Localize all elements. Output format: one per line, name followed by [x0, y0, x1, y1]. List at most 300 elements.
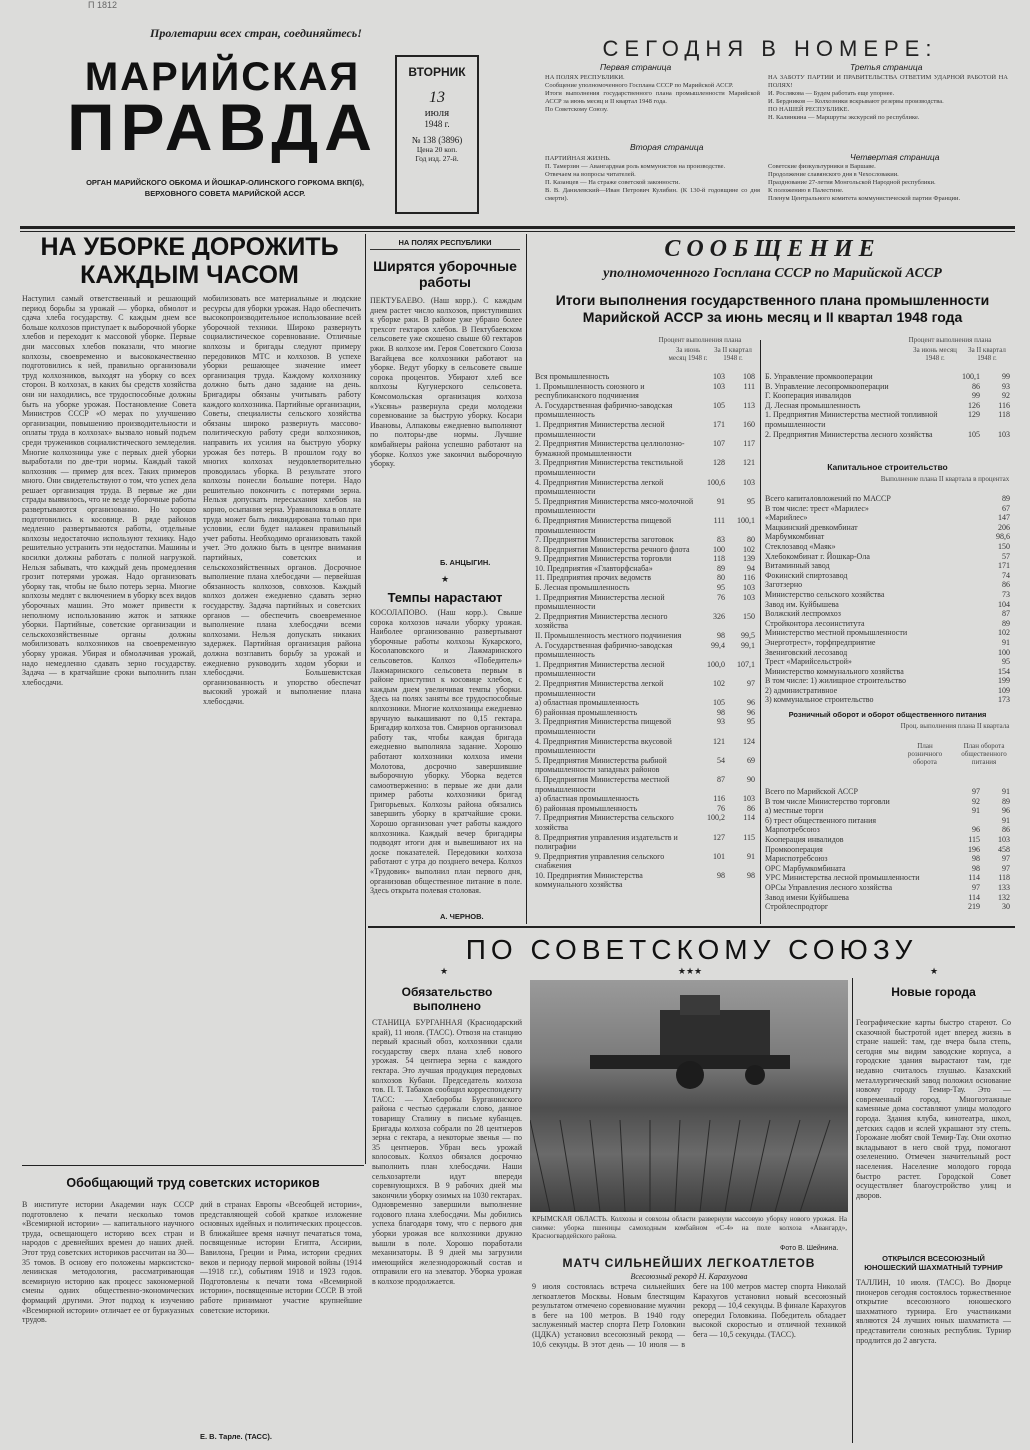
industry-name: 9. Предприятия Министерства торговли — [535, 554, 672, 564]
capital-row — [765, 523, 1010, 533]
industry-right-value-a: 129 — [968, 410, 980, 420]
industry-value-a: 103 — [713, 381, 725, 391]
capital-value-b: 171 — [998, 561, 1010, 571]
industry-row — [535, 794, 755, 804]
capital-name: В том числе: 1) жилищное строительство — [765, 676, 906, 686]
industry-value-b: 116 — [743, 573, 755, 583]
capital-name: Марбумкомбинат — [765, 532, 825, 542]
industry-value-a: 89 — [717, 563, 725, 573]
trade-row — [765, 797, 1010, 807]
industry-value-a: 100 — [713, 544, 725, 554]
industry-row — [535, 852, 755, 871]
industry-value-a: 99,4 — [711, 640, 725, 650]
industry-name: а) областная промышленность — [535, 794, 639, 804]
industry-row — [535, 804, 755, 814]
capital-row — [765, 638, 1010, 648]
trade-name: б) трест общественного питания — [765, 815, 877, 825]
industry-right-value-a: 100,1 — [962, 372, 980, 381]
trade-name: Марпотребсоюз — [765, 825, 820, 835]
gosplan-col-q2-right: За II квартал 1948 г. — [968, 346, 1006, 362]
industry-value-b: 100,1 — [737, 515, 755, 525]
industry-value-b: 97 — [747, 679, 755, 688]
industry-value-b: 99,5 — [741, 631, 755, 641]
trade-name: а) местные торги — [765, 806, 824, 816]
capital-name: Фокинский спиртозавод — [765, 570, 848, 580]
trade-name: Мариспотребсоюз — [765, 854, 828, 864]
capital-name: Трест «Марийсельстрой» — [765, 657, 852, 667]
industry-row — [535, 458, 755, 477]
industry-name: 3. Предприятия Министерства текстильной промышленности — [535, 458, 684, 477]
historians-col2: дий в странах Европы «Всеобщей истории», представляющей собой краткое изложение основных идейных и политических процессов. В ближайшее время начнут печататься тома, посвященные истории Египта, Ассирии, Вавилона, Греции и Рима, истории средних веков и периоду первой мировой войны (1914—1918 г.г.), событиям 1918 и 1923 годов. Подготовлены к печати тома «Всемирной истории», посвященные истории СССР. В этой работе принимают участие крупнейшие советские историки. — [200, 1200, 362, 1315]
industry-value-b: 124 — [743, 736, 755, 746]
trade-value-b: 30 — [1002, 902, 1010, 912]
trade-name: Кооперация инвалидов — [765, 834, 844, 844]
masthead-title-1: МАРИЙСКАЯ — [84, 55, 361, 99]
masthead-organ: ОРГАН МАРИЙСКОГО ОБКОМА И ЙОШКАР-ОЛИНСКОГО ГОРКОМА ВКП(б), ВЕРХОВНОГО СОВЕТА МАРИЙСКОЙ АССР. — [86, 178, 364, 198]
industry-value-a: 100,2 — [707, 813, 725, 823]
industry-right-row — [765, 382, 1010, 392]
capital-row — [765, 513, 1010, 523]
capital-name: 3) коммунальное строительство — [765, 695, 874, 705]
industry-right-row — [765, 372, 1010, 382]
column-rule-3 — [760, 340, 761, 924]
trade-value-a: 96 — [972, 825, 980, 835]
industry-value-b: 102 — [743, 544, 755, 554]
industry-value-b: 103 — [743, 794, 755, 804]
industry-value-b: 117 — [743, 439, 755, 449]
capital-name: 2) административное — [765, 685, 838, 695]
trade-value-a: 114 — [968, 873, 980, 883]
today-heading: СЕГОДНЯ В НОМЕРЕ: — [602, 36, 938, 61]
industry-value-b: 96 — [747, 698, 755, 708]
trade-name: В том числе Министерство торговли — [765, 796, 890, 806]
star-divider: ★ — [440, 574, 450, 584]
industry-value-b: 139 — [743, 554, 755, 564]
industry-right-value-b: 118 — [998, 410, 1010, 420]
industry-row — [535, 708, 755, 718]
industry-value-a: 107 — [713, 439, 725, 449]
issue-month: июля — [424, 107, 450, 119]
industry-name: 5. Предприятия Министерства рыбной промышленности западных районов — [535, 755, 667, 775]
industry-value-b: 115 — [743, 832, 755, 842]
industry-value-b: 98 — [747, 870, 755, 880]
capital-name: Всего капиталовложений по МАССР — [765, 494, 891, 503]
gosplan-heading: Итоги выполнения государственного плана промышленности Марийской АССР за июнь месяц и II квартал 1948 года — [555, 292, 990, 325]
industry-value-a: 98 — [717, 707, 725, 717]
capital-row — [765, 561, 1010, 571]
today-col1: НА ПОЛЯХ РЕСПУБЛИКИ. Сообщение уполномоченного Госплана СССР по Марийской АССР. Итоги выполнения государственного плана промышленности Марийской АССР за июнь месяц и II квартал 1948 года. По Советскому Союзу. — [545, 74, 760, 113]
capital-value-b: 100 — [998, 647, 1010, 657]
trade-value-a: 98 — [972, 854, 980, 864]
combine-harvester-photo — [530, 980, 848, 1212]
trade-value-b: 103 — [998, 834, 1010, 844]
industry-right-name: Д. Лесная промышленность — [765, 400, 861, 410]
today-col2: ПАРТИЙНАЯ ЖИЗНЬ. П. Тамерзин — Авангардная роль коммунистов на производстве. Отвечаем на вопросы читателей. П. Казанцев — На страже советской законности. В. В. Данилевский—Иван Петрович Кулибин. (К 130-й годовщине со дня смерти). — [545, 155, 760, 202]
industry-name: 4. Предприятия Министерства легкой промышленности — [535, 477, 664, 497]
industry-value-b: 69 — [747, 755, 755, 765]
trade-value-a: 219 — [968, 902, 980, 912]
industry-value-b: 90 — [747, 774, 755, 784]
industry-name: 3. Предприятия Министерства пищевой промышленности — [535, 717, 672, 736]
industry-right-row — [765, 391, 1010, 401]
capital-value-b: 89 — [1002, 618, 1010, 628]
industry-name: 2. Предприятия Министерства легкой промышленности — [535, 679, 664, 698]
capital-name: Завод им. Куйбышева — [765, 599, 839, 609]
industry-value-a: 83 — [717, 535, 725, 545]
capital-row — [765, 494, 1010, 504]
trade-name: УРС Министерства лесной промышленности — [765, 873, 920, 883]
capital-name: Хлебокомбинат г. Йошкар-Ола — [765, 551, 870, 561]
industry-row — [535, 420, 755, 439]
issue-price: Цена 20 коп. — [416, 145, 458, 154]
trade-note: Проц. выполнения плана II квартала — [900, 722, 1010, 730]
capital-value-b: 206 — [998, 522, 1010, 532]
masthead-slogan: Пролетарии всех стран, соединяйтесь! — [150, 26, 362, 40]
today-col3: НА ЗАБОТУ ПАРТИИ И ПРАВИТЕЛЬСТВА ОТВЕТИМ УДАРНОЙ РАБОТОЙ НА ПОЛЯХ! И. Рослякова — Будем работать еще упорнее. И. Бердников — Колхозники вскрывают резервы производства. ПО НАШЕЙ РЕСПУБЛИКЕ. Н. Калинкина — Маршруты экскурсий по республике. — [768, 74, 1008, 121]
industry-value-a: 128 — [713, 458, 725, 468]
industry-value-b: 107,1 — [737, 659, 755, 669]
masthead-rule-thin — [20, 231, 1015, 232]
capital-value-b: 150 — [998, 541, 1010, 551]
capital-row — [765, 619, 1010, 629]
trade-row — [765, 787, 1010, 797]
gosplan-col-june-right: За июнь месяц 1948 г. — [913, 346, 957, 362]
issue-year: 1948 г. — [424, 119, 450, 129]
historians-title: Обобщающий труд советских историков — [66, 1176, 320, 1190]
editorial-title: НА УБОРКЕ ДОРОЖИТЬ КАЖДЫМ ЧАСОМ — [40, 233, 339, 289]
chess-title: ОТКРЫЛСЯ ВСЕСОЮЗНЫЙ ЮНОШЕСКИЙ ШАХМАТНЫЙ ТУРНИР — [864, 1254, 1003, 1272]
industry-value-a: 93 — [717, 717, 725, 727]
masthead-title-2: ПРАВДА — [67, 90, 378, 164]
today-col4: Советские физкультурники в Варшаве. Продолжение славянского дня в Чехословакии. Празднование 27-летия Монгольской Народной республики. К положению в Палестине. Пленум Центрального комитета коммунистической партии Франции. — [768, 163, 961, 202]
industry-value-b: 121 — [743, 458, 755, 468]
industry-name: Б. Лесная промышленность — [535, 583, 630, 593]
capital-row — [765, 580, 1010, 590]
soviet-a1-text: СТАНИЦА БУРГАННАЯ (Краснодарский край), 11 июля. (ТАСС). Отвозя на станцию первый красный обоз, колхозники сдали государству сверх плана хлеб нового урожая. 54 центнера зерна с каждого гектара. Это лучшая продукция передовых колхозов Кубани. Председатель колхоза тов. П. Т. Табаков сообщил корреспонденту ТАСС: — Хлеборобы Бурганинского района с честью сдержали слово, данное товарищу Сталину в письме кубанцев. Бригады колхоза собрали по 28 центнеров зерна с гектара, а некоторые звенья — по 35 центнеров. Убран весь урожай колосовых. Колхоз обязался досрочно выполнить план хлебосдачи. Наши сельхозартели идут впереди соревнующихся. В 9 рабочих дней мы закончили уборку озимых на 1030 гектарах. Одновременно завершили выполнение годового плана хлебосдачи. Мы добились успеха благодаря тому, что с первого дня уборки урожая все колхозники дружно вышли в поле. Хорошо поработали механизаторы. В 9 дней мы загрузили имеющийся железнодорожный состав и отправили его на элеватор. Уборка урожая в колхозе продолжается. — [372, 1018, 522, 1287]
industry-value-b: 95 — [747, 717, 755, 727]
industry-right-row — [765, 430, 1010, 440]
industry-value-b: 96 — [747, 707, 755, 717]
soviet-star-right: ★ — [930, 966, 939, 976]
industry-row — [535, 833, 755, 852]
trade-value-a: 97 — [972, 787, 980, 796]
trade-name: Промкооперация — [765, 844, 823, 854]
industry-row — [535, 698, 755, 708]
industry-right-row — [765, 410, 1010, 429]
industry-value-a: 127 — [713, 832, 725, 842]
trade-value-b: 118 — [998, 873, 1010, 883]
industry-value-a: 98 — [717, 631, 725, 641]
archive-mark: П 1812 — [88, 0, 117, 10]
industry-row — [535, 871, 755, 890]
fields-a2-title: Темпы нарастают — [387, 590, 503, 605]
trade-name: Всего по Марийской АССР — [765, 787, 858, 796]
editorial-col2: мобилизовать все материальные и людские ресурсы для уборки урожая. Надо обеспечить высокопроизводительное использование всей уборочной техники. Широко развернуть социалистическое соревнование. Отличные колхозы и бригады следуют примеру передовиков МТС и колхозов. В успехе уборки решающее значение имеет организация труда. Каждому колхознику должно быть дано задание на день. Бригадиры обязаны учитывать работу каждого колхозника. Партийные организации, Советы, специалисты сельского хозяйства обязаны широко развернуть массово-политическую работу среди колхозников, направить их усилия на быструю уборку урожая без потерь. В прошлом году во многих колхозах неудовлетворительно проводилась уборка. В результате этого колхозы понесли большие потери. Надо решительно покончить с потерями зерна. Нельзя допускать пересыхания хлебов на корню, осыпания зерна. Уравниловка в оплате труда может быть ликвидирована только при условии, если будет налажен правильный учет работы. Необходимо организовать такой учет. Это должно быть в центре внимания партийных, советских и сельскохозяйственных органов. Досрочное выполнение плана хлебосдачи — первейшая обязанность колхозов, совхозов. Каждый колхоз должен ежедневно сдавать зерно государству. Задача партийных и советских органов — обеспечить своевременное выполнение плана хлебосдачи всеми колхозами. Нельзя допускать никаких задержек. Партийная организация района должна возглавить борьбу за урожай и ежедневно руководить ходом уборки и хлебосдачи. Большевистская организованность и упорство обеспечат высокий урожай и выполнение плана хлебосдачи. — [203, 294, 361, 706]
industry-value-a: 76 — [717, 592, 725, 602]
industry-value-a: 98 — [717, 870, 725, 880]
capital-row — [765, 667, 1010, 677]
industry-name: 1. Предприятия Министерства лесной промышленности — [535, 419, 665, 439]
industry-value-b: 80 — [747, 535, 755, 545]
industry-right-name: Б. Управление промкооперации — [765, 372, 873, 381]
issue-number: № 138 (3896) — [411, 135, 463, 145]
trade-value-a: 196 — [968, 844, 980, 854]
capital-title: Капитальное строительство — [827, 462, 948, 472]
industry-row — [535, 660, 755, 679]
trade-value-b: 96 — [1002, 806, 1010, 816]
issue-box — [395, 55, 479, 214]
trade-row — [765, 873, 1010, 883]
industry-row — [535, 439, 755, 458]
industry-value-a: 91 — [717, 496, 725, 506]
issue-weekday: ВТОРНИК — [408, 65, 466, 79]
industry-value-a: 105 — [713, 698, 725, 708]
industry-value-b: 114 — [743, 813, 755, 823]
industry-value-b: 103 — [743, 592, 755, 602]
industry-name: 1. Предприятия Министерства лесной промышленности — [535, 659, 665, 679]
industry-value-b: 113 — [743, 400, 755, 410]
trade-value-a: 114 — [968, 892, 980, 902]
industry-row — [535, 401, 755, 420]
capital-value-b: 98,6 — [996, 532, 1010, 542]
capital-value-b: 73 — [1002, 589, 1010, 599]
industry-row — [535, 756, 755, 775]
trade-row — [765, 835, 1010, 845]
trade-value-a: 91 — [972, 806, 980, 816]
industry-value-a: 105 — [713, 400, 725, 410]
capital-name: Стеклозавод «Маяк» — [765, 541, 836, 551]
capital-name: «Марийлес» — [765, 513, 808, 523]
industry-row — [535, 382, 755, 401]
today-page2: Вторая страница — [630, 142, 704, 152]
industry-row — [535, 497, 755, 516]
industry-right-name: 1. Предприятия Министерства местной топливной промышленности — [765, 410, 938, 429]
capital-name: Министерство местной промышленности — [765, 628, 908, 638]
trade-name: Завод имени Куйбышева — [765, 892, 849, 902]
trade-row — [765, 845, 1010, 855]
capital-value-b: 91 — [1002, 637, 1010, 647]
industry-value-b: 94 — [747, 563, 755, 573]
capital-name: Звениговский лесозавод — [765, 647, 848, 657]
trade-col-a: План розничного оборота — [907, 742, 943, 766]
trade-value-b: 86 — [1002, 825, 1010, 835]
industry-right-row — [765, 401, 1010, 411]
industry-row — [535, 554, 755, 564]
industry-name: 7. Предприятия Министерства заготовок — [535, 535, 674, 545]
industry-value-a: 54 — [717, 755, 725, 765]
trade-value-b: 91 — [1002, 815, 1010, 825]
trade-value-a: 92 — [972, 796, 980, 806]
trade-value-a — [950, 816, 980, 826]
trade-value-b: 89 — [1002, 796, 1010, 806]
capital-name: Стройконтора лесоинститута — [765, 618, 865, 628]
trade-row — [765, 864, 1010, 874]
trade-row — [765, 893, 1010, 903]
industry-right-name: В. Управление лесопромкооперации — [765, 381, 889, 391]
industry-value-b: 160 — [743, 419, 755, 429]
capital-table — [765, 494, 1010, 706]
industry-name: 10. Предприятия «Главторфснаба» — [535, 563, 653, 573]
industry-name: 2. Предприятия Министерства целлюлозно-бумажной промышленности — [535, 439, 685, 458]
industry-row — [535, 545, 755, 555]
industry-row — [535, 564, 755, 574]
industry-value-b: 95 — [747, 496, 755, 506]
industry-right-value-b: 93 — [1002, 381, 1010, 391]
soviet-rule — [368, 926, 1015, 928]
trade-value-b: 97 — [1002, 863, 1010, 873]
industry-row — [535, 631, 755, 641]
trade-value-b: 458 — [998, 844, 1010, 854]
capital-value-b: 199 — [998, 676, 1010, 686]
trade-value-b: 132 — [998, 892, 1010, 902]
industry-row — [535, 478, 755, 497]
industry-value-b: 91 — [747, 851, 755, 861]
industry-row — [535, 737, 755, 756]
industry-row — [535, 717, 755, 736]
capital-note: Выполнение плана II квартала в процентах — [880, 475, 1010, 483]
gosplan-col-header: Процент выполнения плана — [658, 336, 742, 344]
fields-a1-author: Б. АНЦЫГИН. — [440, 558, 491, 567]
historians-col1: В институте истории Академии наук СССР подготовлено к печати несколько томов «Всемирной истории» — капитального научного труда, освещающего историю всех стран и народов с древнейших времен до наших дней. Этот труд советских историков рассчитан на 30—35 томов. В основу его положены марксистско-ленинская методология, рассматривающая всемирную историю как процесс закономерной смены одних общественно-экономических формаций другими. Этот подход к изучению «Всемирной истории» отличает ее от буржуазных трудов. — [22, 1200, 194, 1325]
capital-value-b: 74 — [1002, 570, 1010, 580]
industry-value-b: 150 — [743, 611, 755, 621]
capital-name: Министерство сельского хозяйства — [765, 589, 885, 599]
capital-value-b: 102 — [998, 628, 1010, 638]
trade-table — [765, 787, 1010, 924]
capital-row — [765, 648, 1010, 658]
industry-value-b: 111 — [743, 381, 755, 391]
industry-name: б) районная промышленность — [535, 803, 638, 813]
historians-rule — [22, 1165, 364, 1166]
capital-row — [765, 686, 1010, 696]
trade-value-b: 91 — [1002, 787, 1010, 796]
capital-name: Энерготрест», торфпредприятие — [765, 637, 876, 647]
industry-row — [535, 516, 755, 535]
capital-value-b: 87 — [1002, 609, 1010, 619]
capital-row — [765, 590, 1010, 600]
capital-value-b: 89 — [1002, 494, 1010, 503]
capital-value-b: 86 — [1002, 580, 1010, 590]
industry-row — [535, 535, 755, 545]
trade-name: Стройлеспродторг — [765, 902, 829, 912]
fields-a1-text: ПЕКТУБАЕВО. (Наш корр.). С каждым днем растет число колхозов, приступивших к уборке ржи. В районе уже убрано более трехсот гектаров хлебов. В Пектубаевском сельсовете уже скошено свыше 60 гектаров ржи. В колхозе им. Героя Советского Союза Вагайцева все колхозники работают на уборке. Ведут уборку в сельсовете свыше сорока процентов. Убирают хлеб все колхозы Кугунерского сельсовета. Комсомольская организация колхоза «Уксянь» развернула среди молодежи соревнование за быструю уборку. Косари Ивановы, Алпаковы ежедневно выполняют по полторы-две нормы. Лучшие комбайнеры района успешно работают на уборке. Колхоз уже закончил выборочную уборку. — [370, 296, 522, 469]
industry-right-value-a: 99 — [972, 391, 980, 401]
industry-name: II. Промышленность местного подчинения — [535, 631, 682, 641]
capital-value-b: 95 — [1002, 657, 1010, 667]
editorial-col1: Наступил самый ответственный и решающий период борьбы за урожай — уборка, обмолот и сдача хлеба государству. С каждым днем все больше колхозов приступает к выборочной уборке хлебов и переходит к массовой уборке. Первые дни массовых хлебов показали, что многие колхозы, своевременно и высококачественно подготовились к ней, правильно организовали труд колхозников, выходят на уборку со всех сторон. В колхозах, в каких бы средств хозяйства они ни находились, все трудоспособные должны быть на уборке урожая. Постановление Совета Министров СССР «О мерах по улучшению организации, повышению производительности и оплаты труда в колхозах» вызвало новый подъем среди тружеников социалистического земледелия. Многие колхозницы уже с первых дней уборки выработали по две-три нормы. Каждый такой колхозник — пример для всех. Таких примеров много. Они свидетельствуют о том, что успех дела решает организация труда. В первые же дни страды выявилось, что не везде уборочные работы развертываются организованно. Но хорошо подготовились к косовице. В ряде районов медленно развертываются работы, отдельные колхозы недостаточно используют технику. Надо решительно устранить эти недостатки. Машины и косилки должны работать с полной нагрузкой. Нельзя забывать, что каждый день промедления грозит потерями урожая. Надо организовать уборку так, чтобы не было потерь зерна. Многие колхозы медлят с включением в уборку всех видов уборочных машин. Это может привести к неполному использованию жаток и затяжке уборки. Партийные, советские организации и сельскохозяйственные органы должны мобилизовать колхозников на своевременную уборку урожая. Убирая и обмолачивая урожай, надо немедленно сдавать зерно государству. Задача — в кратчайшие сроки выполнить план хлебосдачи. — [22, 294, 196, 687]
industry-name: 8. Предприятия управления издательств и полиграфии — [535, 832, 678, 852]
capital-value-b: 57 — [1002, 551, 1010, 561]
gosplan-col-header-right: Процент выполнения плана — [908, 336, 992, 344]
industry-value-b: 86 — [747, 803, 755, 813]
gosplan-col-june: За июнь месяц 1948 г. — [668, 346, 708, 362]
industry-right-name: Г. Кооперация инвалидов — [765, 391, 852, 401]
capital-value-b: 147 — [998, 513, 1010, 523]
industry-row — [535, 583, 755, 593]
capital-value-b: 173 — [998, 695, 1010, 705]
match-text: 9 июля состоялась встреча сильнейших легкоатлетов Москвы. Новым блестящим результатом отмечено соревнование мужчин в беге на 100 метров. В 1940 году заслуженный мастер спорта Петр Головкин (ЦДКА) установил всесоюзный рекорд — 10,6 секунды. В этот день — 10 июля — в беге на 100 метров мастер спорта Николай Карахугов установил новый всесоюзный рекорд — 10,4 секунды. В финале Карахугов опередил Головкина. Победитель обладает высокой скоростью и отличной техникой бега — 10,5 секунды. (ТАСС). — [532, 1282, 846, 1349]
capital-value-b: 109 — [998, 685, 1010, 695]
industry-name: б) районная промышленность — [535, 707, 638, 717]
industry-value-a: 101 — [713, 851, 725, 861]
industry-value-b: 103 — [743, 477, 755, 487]
capital-row — [765, 628, 1010, 638]
capital-value-b: 104 — [998, 599, 1010, 609]
photo-caption: КРЫМСКАЯ ОБЛАСТЬ. Колхозы и совхозы области развернули массовую уборку нового урожая. На снимке: уборка пшеницы самоходным комбайном «С-4» на поле колхоза «Авангард», Красногвардейского района. — [532, 1215, 847, 1240]
trade-row — [765, 806, 1010, 816]
industry-name: 10. Предприятия Министерства коммунального хозяйства — [535, 870, 643, 890]
trade-value-a: 97 — [972, 882, 980, 892]
industry-right-value-b: 116 — [998, 400, 1010, 410]
capital-row — [765, 676, 1010, 686]
capital-row — [765, 571, 1010, 581]
today-page4: Четвертая страница — [850, 152, 940, 162]
gosplan-col-q2: За II квартал 1948 г. — [714, 346, 752, 362]
trade-row — [765, 883, 1010, 893]
industry-value-a: 100,0 — [707, 659, 725, 669]
photo-credit: Фото В. Шейнина. — [780, 1245, 839, 1252]
industry-right-value-b: 99 — [1002, 372, 1010, 381]
industry-value-a: 102 — [713, 679, 725, 688]
trade-value-a: 98 — [972, 863, 980, 873]
industry-row — [535, 679, 755, 698]
industry-name: 9. Предприятия управления сельского снабжения — [535, 851, 665, 871]
industry-value-a: 326 — [713, 611, 725, 621]
soviet-star-left: ★ — [440, 966, 449, 976]
combine-harvester-illustration — [530, 980, 848, 1212]
industry-value-a: 100,6 — [707, 477, 725, 487]
match-title: МАТЧ СИЛЬНЕЙШИХ ЛЕГКОАТЛЕТОВ — [562, 1256, 816, 1270]
column-rule-2 — [526, 234, 527, 924]
trade-row — [765, 825, 1010, 835]
cities-title: Новые города — [891, 985, 976, 999]
gosplan-right-table — [765, 372, 1010, 462]
fields-section: НА ПОЛЯХ РЕСПУБЛИКИ — [370, 238, 520, 250]
capital-row — [765, 542, 1010, 552]
column-rule-1 — [365, 234, 366, 1164]
fields-a2-text: КОСОЛАПОВО. (Наш корр.). Свыше сорока колхозов начали уборку урожая. Наиболее организованно развертывают уборочные работы колхозы Кукарского, Косолаповского и Лажмаринского сельсоветов. Колхоз «Победитель» Лажмаринского сельсовета первым в районе приступил к косовице хлебов, с каждым днем увеличивая темпы уборки. Здесь на полях заняты все трудоспособные колхозники. Многие колхозницы ежедневно вручную выкашивают по 0,15 гектара. Бригадир колхоза тов. Смирнов организовал работу так, чтобы каждая бригада ежедневно выполняла задание. Хорошо работают колхозники колхоза имени Молотова, досрочно завершившие выборочную уборку. Уборка ведется самоотверженно: в первые же дни дали пример работы колхозники бригад Григорьевых. Колхозы района обязались завершить уборку в кратчайшие сроки. Хорошо организован учет работы каждого колхозника. Каждый вечер бригадиры подводят итоги дня и вывешивают их на доске показателей. Передовики колхоза работают с утра до позднего вечера. Колхоз «Трудовик» выполнил план первого дня, организовав общественное питание в поле. Здесь открыта полевая столовая. — [370, 608, 522, 896]
industry-name: 7. Предприятия Министерства сельского хозяйства — [535, 813, 674, 832]
industry-name: 11. Предприятия прочих ведомств — [535, 573, 652, 583]
industry-name: 4. Предприятия Министерства вкусовой промышленности — [535, 736, 672, 756]
capital-row — [765, 552, 1010, 562]
industry-value-a: 103 — [713, 372, 725, 381]
trade-row — [765, 854, 1010, 864]
industry-right-value-b: 92 — [1002, 391, 1010, 401]
capital-name: В том числе: трест «Марилес» — [765, 503, 869, 513]
match-sub: Всесоюзный рекорд Н. Карахугова — [630, 1272, 748, 1281]
fields-a1-title: Ширятся уборочные работы — [373, 258, 517, 290]
issue-day: 13 — [429, 89, 445, 106]
industry-row — [535, 641, 755, 660]
industry-value-a: 121 — [713, 736, 725, 746]
fields-a2-author: А. ЧЕРНОВ. — [440, 912, 484, 921]
industry-row — [535, 372, 755, 382]
capital-row — [765, 609, 1010, 619]
industry-value-b: 108 — [743, 372, 755, 381]
trade-value-a: 115 — [968, 834, 980, 844]
industry-right-value-a: 105 — [968, 429, 980, 439]
industry-row — [535, 593, 755, 612]
industry-name: 6. Предприятия Министерства пищевой промышленности — [535, 515, 672, 535]
industry-value-a: 111 — [713, 515, 725, 525]
industry-name: а) областная промышленность — [535, 698, 639, 708]
industry-value-a: 80 — [717, 573, 725, 583]
trade-row — [765, 816, 1010, 826]
gosplan-title: СООБЩЕНИЕ — [664, 236, 881, 262]
industry-value-a: 87 — [717, 774, 725, 784]
industry-name: 8. Предприятия Министерства речного флота — [535, 544, 690, 554]
